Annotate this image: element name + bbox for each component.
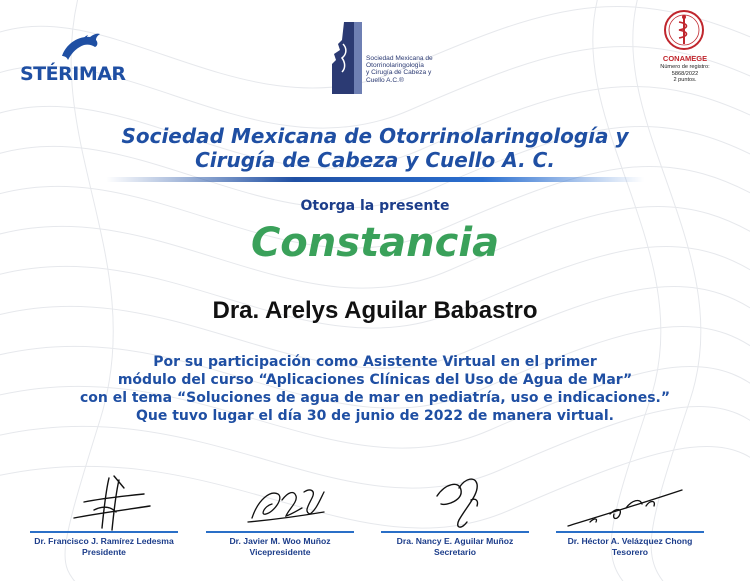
- caduceus-seal-icon: [664, 10, 704, 50]
- dolphin-icon: [58, 30, 102, 62]
- signature-block-president: [24, 470, 184, 565]
- society-logo-line: Cuello A.C.®: [366, 76, 404, 84]
- registry-label: Número de registro:: [660, 64, 710, 70]
- conamege-registry: [650, 64, 720, 84]
- signature-block-secretary: [375, 470, 535, 565]
- body-line: módulo del curso “Aplicaciones Clínicas del Uso de Agua de Mar”: [117, 372, 633, 388]
- handwritten-signature: [375, 470, 535, 532]
- signer-role: Secretario: [433, 547, 477, 557]
- society-title-line1: Sociedad Mexicana de Otorrinolaringología y: [121, 124, 629, 148]
- signer-name: Dr. Javier M. Woo Muñoz: [229, 536, 331, 546]
- society-logo-line: Sociedad Mexicana de: [366, 55, 433, 62]
- signer-role: Vicepresidente: [249, 547, 311, 557]
- signature-line: [30, 531, 178, 533]
- registry-number: 5868/2022: [671, 70, 699, 77]
- body-line: con el tema “Soluciones de agua de mar en pediatría, uso e indicaciones.”: [79, 390, 671, 406]
- handwritten-signature: [200, 470, 360, 532]
- signer-role: Tesorero: [611, 547, 649, 557]
- certificate-heading: Constancia: [250, 220, 500, 266]
- signature-block-vicepresident: [200, 470, 360, 565]
- society-logo-line: Otorrinolaringología: [366, 62, 424, 70]
- intro-text: Otorga la presente: [300, 198, 450, 214]
- handwritten-signature: [24, 470, 184, 532]
- signature-line: [556, 531, 704, 533]
- signer-name: Dra. Nancy E. Aguilar Muñoz: [396, 536, 514, 546]
- society-logo-text: [366, 55, 433, 84]
- sterimar-logo: [20, 30, 132, 85]
- body-line: Por su participación como Asistente Virtual en el primer: [153, 354, 597, 370]
- society-title: [0, 124, 750, 172]
- certificate-body: [0, 353, 750, 425]
- signature-line: [381, 531, 529, 533]
- signer-name: Dr. Francisco J. Ramírez Ledesma: [34, 536, 174, 546]
- title-underline: [106, 177, 644, 182]
- conamege-seal: [650, 8, 720, 88]
- society-logo-line: y Cirugía de Cabeza y: [366, 69, 432, 77]
- recipient-name: Dra. Arelys Aguilar Babastro: [212, 297, 538, 324]
- society-profile-emblem: [330, 22, 364, 94]
- signature-line: [206, 531, 354, 533]
- signature-block-treasurer: [550, 470, 710, 565]
- signer-name: Dr. Héctor A. Velázquez Chong: [567, 536, 693, 546]
- society-logo: [330, 22, 490, 94]
- sterimar-wordmark: STÉRIMAR: [20, 63, 126, 85]
- body-line: Que tuvo lugar el día 30 de junio de 2022 de manera virtual.: [135, 408, 614, 424]
- society-title-line2: Cirugía de Cabeza y Cuello A. C.: [195, 148, 555, 172]
- registry-points: 2 puntos.: [673, 77, 697, 84]
- conamege-name: CONAMEGE: [662, 54, 708, 63]
- handwritten-signature: [550, 470, 710, 532]
- signer-role: Presidente: [82, 547, 126, 557]
